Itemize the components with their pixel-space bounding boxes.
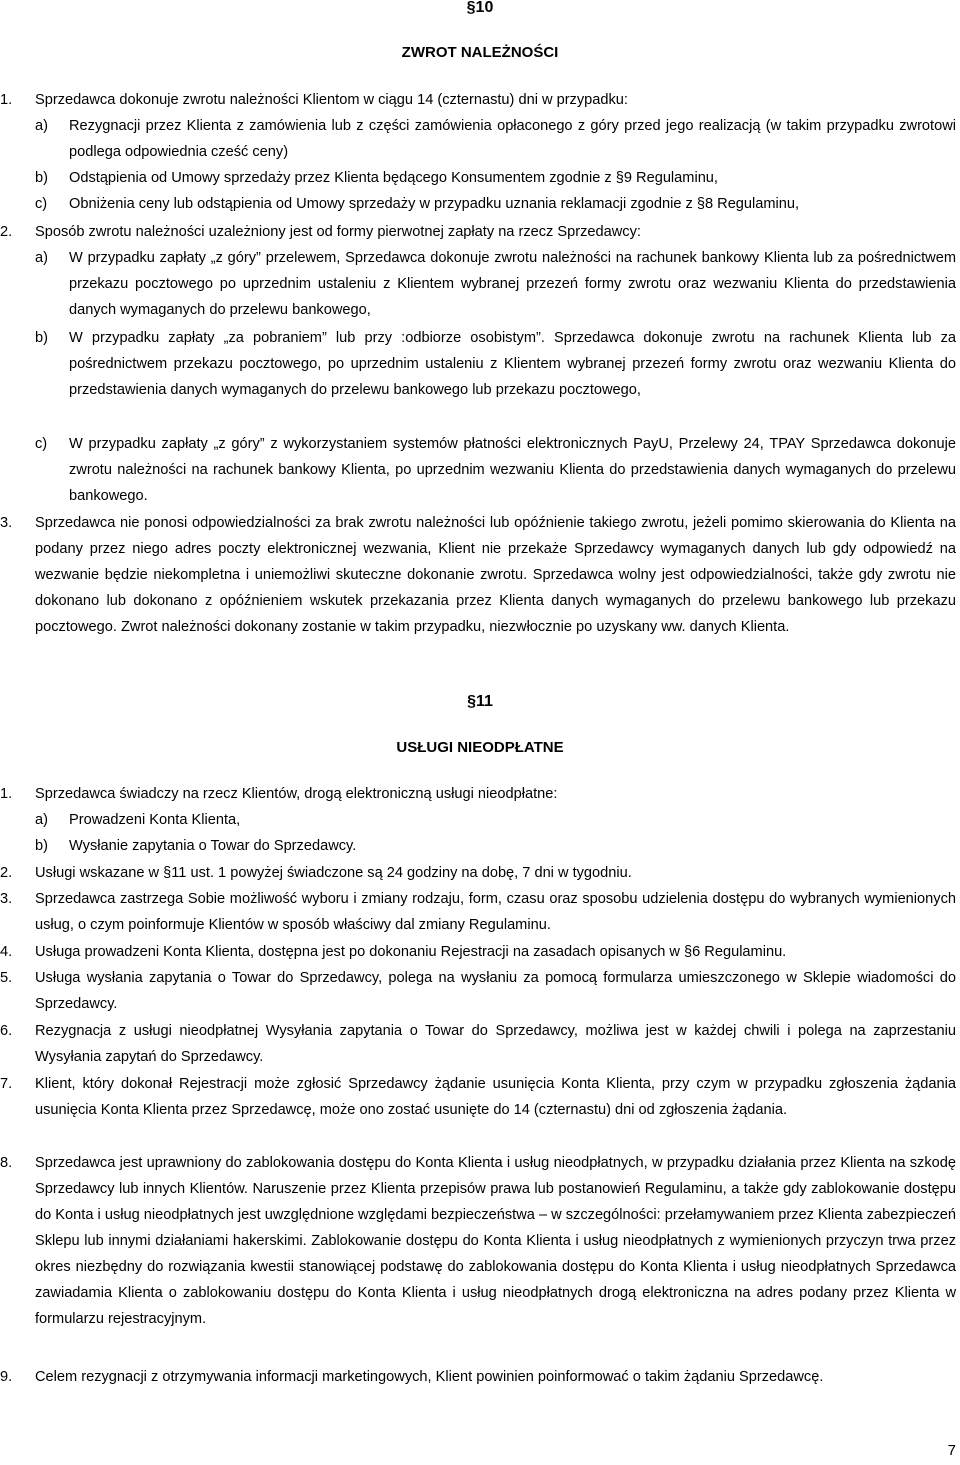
item-number: 7. bbox=[0, 1076, 13, 1092]
page-number: 7 bbox=[947, 1442, 956, 1459]
item-number: 8. bbox=[0, 1155, 13, 1171]
sub-item-text: W przypadku zapłaty „z góry” z wykorzystaniem systemów płatności elektronicznych PayU, Przelewy 24, TPAY Sprzedawca dokonuje zwrotu należności na rachunek bankowy Klienta, po uprzednim wezwaniu Klienta do przedstawienia danych wymaganych do przelewu bankowego. bbox=[69, 436, 956, 504]
item-number: 1. bbox=[0, 786, 13, 802]
sub-item-letter: a) bbox=[35, 118, 48, 134]
sub-item-letter: c) bbox=[35, 436, 48, 452]
item-text: Sprzedawca zastrzega Sobie możliwość wyboru i zmiany rodzaju, form, czasu oraz sposobu udzielenia dostępu do wybranych wymienionych usług, o czym poinformuje Klientów w sposób właściwy dal zmiany Regulaminu. bbox=[35, 891, 956, 933]
sub-item-text: W przypadku zapłaty „za pobraniem” lub przy :odbiorze osobistym”. Sprzedawca dokonuje zwrotu na rachunek Klienta lub za pośrednictwem przekazu pocztowego, po uprzednim ustaleniu z Klientem wybranej przezeń formy zwrotu oraz wezwaniu Klienta do przedstawienia danych wymaganych do przelewu bankowego lub przekazu pocztowego, bbox=[69, 330, 956, 398]
sub-item-letter: b) bbox=[35, 330, 48, 346]
sub-item-letter: a) bbox=[35, 812, 48, 828]
sub-item-letter: a) bbox=[35, 250, 48, 266]
sub-item-letter: c) bbox=[35, 196, 48, 212]
item-text: Sprzedawca dokonuje zwrotu należności Klientom w ciągu 14 (czternastu) dni w przypadku: bbox=[35, 92, 628, 108]
item-text: Sposób zwrotu należności uzależniony jest od formy pierwotnej zapłaty na rzecz Sprzedawcy: bbox=[35, 224, 641, 240]
item-number: 3. bbox=[0, 515, 13, 531]
sub-item-text: Prowadzeni Konta Klienta, bbox=[69, 812, 241, 828]
item-number: 4. bbox=[0, 944, 13, 960]
sub-item-text: Rezygnacji przez Klienta z zamówienia lub z części zamówienia opłaconego z góry przed jego realizacją (w takim przypadku zwrotowi podlega odpowiednia cześć ceny) bbox=[69, 118, 956, 160]
item-number: 1. bbox=[0, 92, 13, 108]
item-number: 2. bbox=[0, 224, 13, 240]
sub-item-letter: b) bbox=[35, 838, 48, 854]
item-text: Klient, który dokonał Rejestracji może zgłosić Sprzedawcy żądanie usunięcia Konta Klienta, przy czym w przypadku zgłoszenia żądania usunięcia Konta Klienta przez Sprzedawcę, może ono zostać usunięte do 14 (czternastu) dni od zgłoszenia żądania. bbox=[35, 1076, 956, 1118]
item-text: Rezygnacja z usługi nieodpłatnej Wysyłania zapytania o Towar do Sprzedawcy, możliwa jest w każdej chwili i polega na zaprzestaniu Wysyłania zapytań do Sprzedawcy. bbox=[35, 1023, 956, 1065]
sub-item-letter: b) bbox=[35, 170, 48, 186]
item-number: 6. bbox=[0, 1023, 13, 1039]
item-text: Usługi wskazane w §11 ust. 1 powyżej świadczone są 24 godziny na dobę, 7 dni w tygodniu. bbox=[35, 865, 632, 881]
section-number: §10 bbox=[466, 0, 494, 16]
item-number: 5. bbox=[0, 970, 13, 986]
section-number: §11 bbox=[467, 693, 493, 710]
item-text: Sprzedawca świadczy na rzecz Klientów, drogą elektroniczną usługi nieodpłatne: bbox=[35, 786, 558, 802]
item-number: 2. bbox=[0, 865, 13, 881]
sub-item-text: Wysłanie zapytania o Towar do Sprzedawcy. bbox=[69, 838, 357, 854]
section-title: ZWROT NALEŻNOŚCI bbox=[401, 44, 559, 61]
item-text: Sprzedawca nie ponosi odpowiedzialności za brak zwrotu należności lub opóźnienie takiego zwrotu, jeżeli pomimo skierowania do Klienta na podany przez niego adres poczty elektronicznej wezwania, Klient nie przekaże Sprzedawcy wymaganych danych lub gdy odpowiedź na wezwanie będzie niekompletna i uniemożliwi skuteczne dokonanie zwrotu. Sprzedawca wolny jest odpowiedzialności, także gdy zwrotu nie dokonano lub dokonano z opóźnieniem wskutek przekazania przez Klienta danych wymaganych do przelewu bankowego lub przekazu pocztowego. Zwrot należności dokonany zostanie w takim przypadku, niezwłocznie po uzyskany ww. danych Klienta. bbox=[35, 515, 956, 635]
item-text: Celem rezygnacji z otrzymywania informacji marketingowych, Klient powinien poinformować o takim żądaniu Sprzedawcę. bbox=[35, 1369, 824, 1385]
item-text: Usługa prowadzeni Konta Klienta, dostępna jest po dokonaniu Rejestracji na zasadach opisanych w §6 Regulaminu. bbox=[35, 944, 787, 960]
item-number: 9. bbox=[0, 1369, 13, 1385]
sub-item-text: Obniżenia ceny lub odstąpienia od Umowy sprzedaży w przypadku uznania reklamacji zgodnie z §8 Regulaminu, bbox=[69, 196, 800, 212]
section-title: USŁUGI NIEODPŁATNE bbox=[396, 739, 564, 756]
sub-item-text: Odstąpienia od Umowy sprzedaży przez Klienta będącego Konsumentem zgodnie z §9 Regulaminu, bbox=[69, 170, 718, 186]
item-text: Sprzedawca jest uprawniony do zablokowania dostępu do Konta Klienta i usług nieodpłatnych, w przypadku działania przez Klienta na szkodę Sprzedawcy lub innych Klientów. Naruszenie przez Klienta przepisów prawa lub postanowień Regulaminu, a także gdy zablokowanie dostępu do Konta i usług nieodpłatnych jest uwzględnione względami bezpieczeństwa – w szczególności: przełamywaniem przez Klienta zabezpieczeń Sklepu lub innymi działaniami hakerskimi. Zablokowanie dostępu do Konta Klienta i usług nieodpłatnych z wymienionych przyczyn trwa przez okres niezbędny do rozwiązania kwestii stanowiącej podstawę do zablokowania dostępu do Konta Klienta i usług nieodpłatnych Sprzedawca zawiadamia Klienta o zablokowaniu dostępu do Konta Klienta i usług nieodpłatnych drogą elektroniczna na adres podany przez Klienta w formularzu rejestracyjnym. bbox=[35, 1155, 956, 1327]
sub-item-text: W przypadku zapłaty „z góry” przelewem, Sprzedawca dokonuje zwrotu należności na rachunek bankowy Klienta lub za pośrednictwem przekazu pocztowego po uprzednim ustaleniu z Klientem wybranej przezeń formy zwrotu oraz wezwaniu Klienta do przedstawienia danych wymaganych do przelewu bankowego, bbox=[69, 250, 956, 318]
item-number: 3. bbox=[0, 891, 13, 907]
item-text: Usługa wysłania zapytania o Towar do Sprzedawcy, polega na wysłaniu za pomocą formularza umieszczonego w Sklepie wiadomości do Sprzedawcy. bbox=[35, 970, 956, 1012]
